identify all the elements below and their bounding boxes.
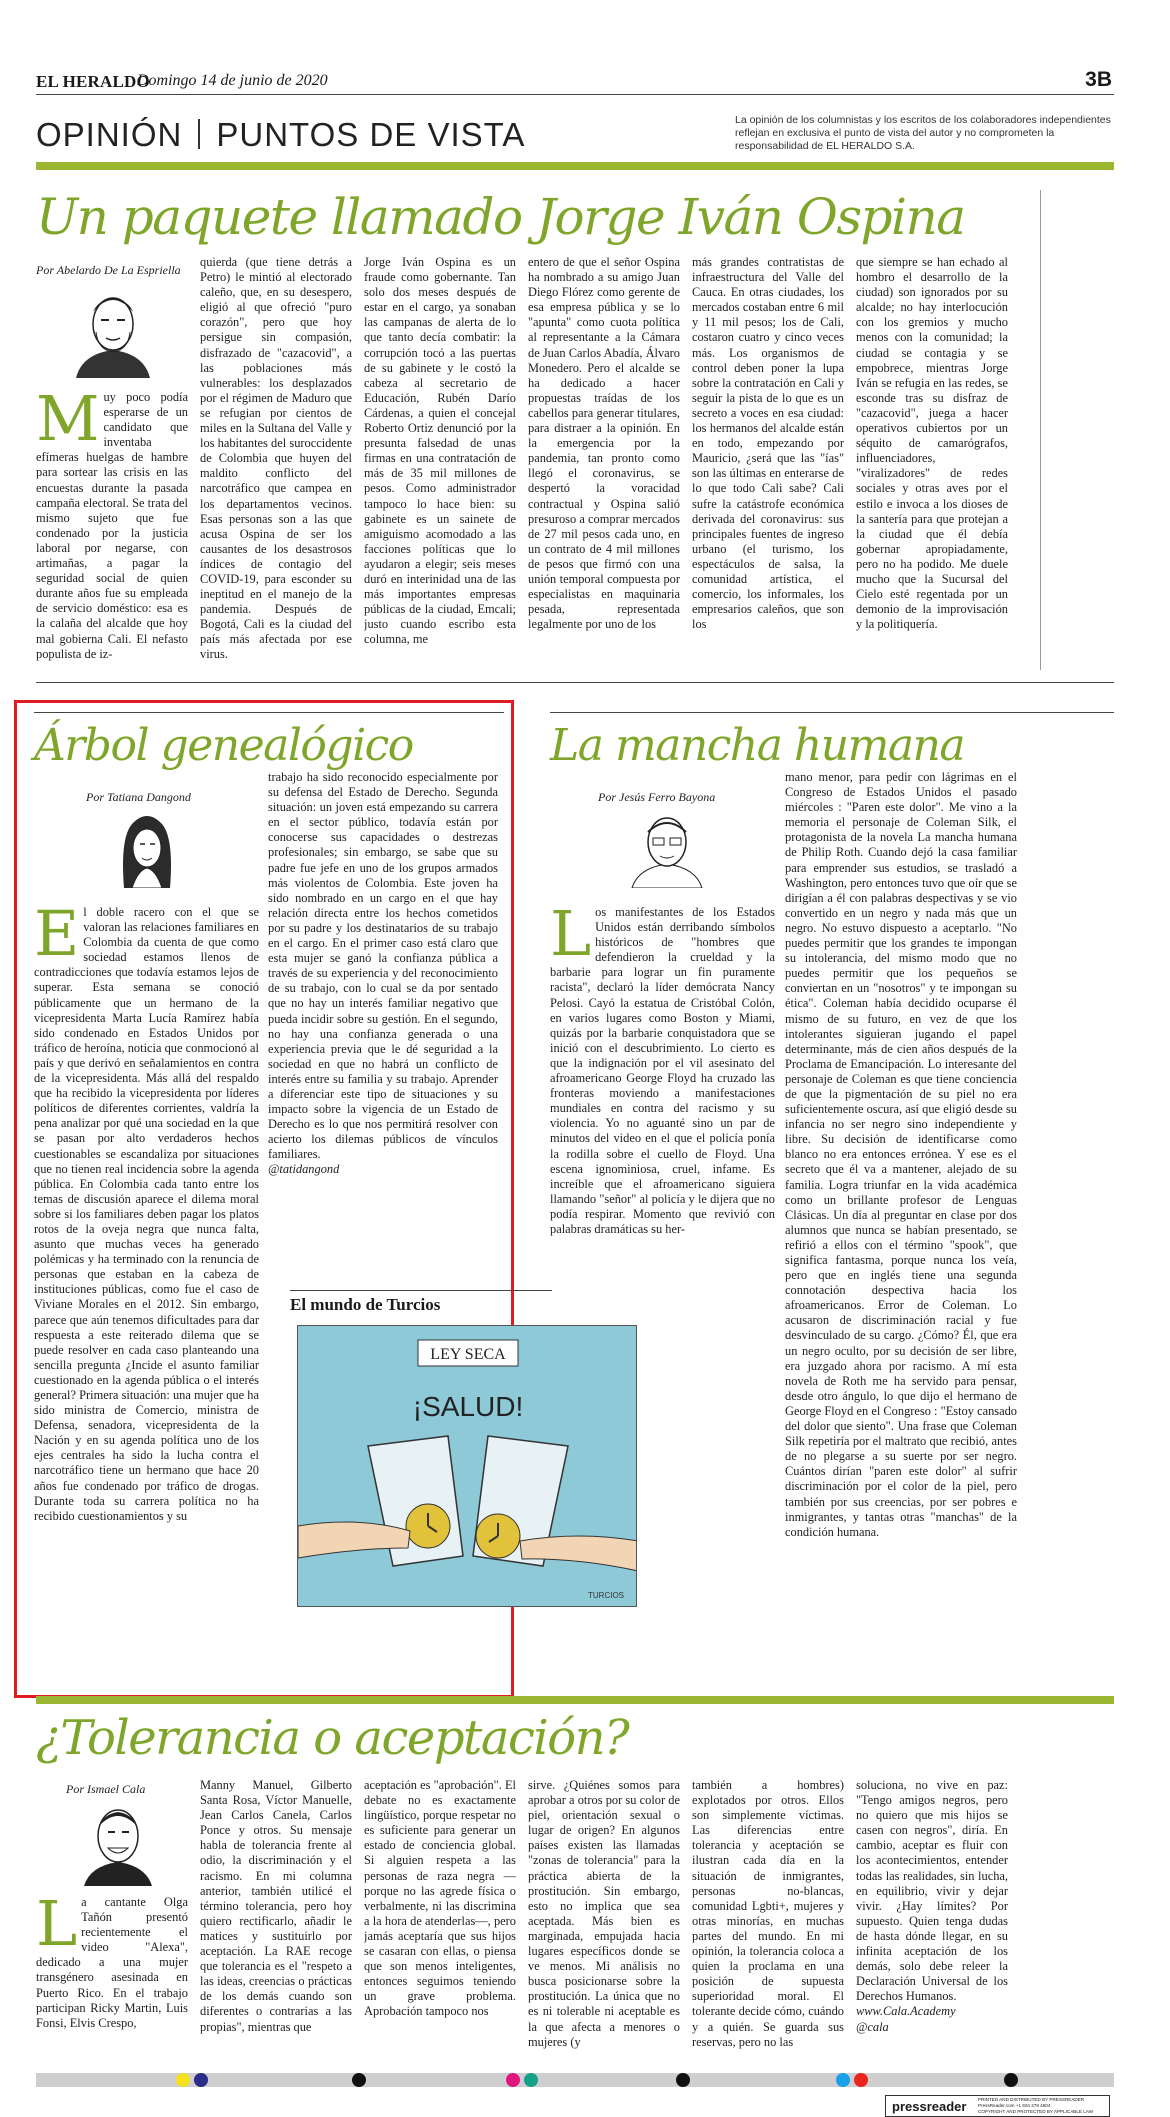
article1-column-4: entero de que el señor Ospina ha nombrado a su amigo Juan Diego Flórez como gerente de esa empresa pública y se lo "apunta" como cuota política al representante a la Cámara de Juan Carlos Abadía, Álvaro Monedero. Pero el alcalde se ha dedicado a hacer propuestas traídas de los cabellos para generar titulares, para distraer a la opinión. En la emergencia por la pandemia, tan pronto como llegó el coronavirus, se despertó la voracidad contractual y Ospina salió presuroso a comprar mercados de 27 mil pesos cada uno, en un contrato de 4 mil millones de pesos que firmó con una unión temporal compuesta por especialistas en maquinaria pesada, representada legalmente por uno de los — [528, 255, 680, 632]
page-number: 3B — [1085, 68, 1112, 91]
registration-dot — [194, 2073, 208, 2087]
article4-signature-handle: @cala — [856, 2019, 889, 2034]
article4-headline: ¿Tolerancia o aceptación? — [36, 1710, 629, 1766]
registration-dot — [676, 2073, 690, 2087]
pressreader-credit: PRINTED AND DISTRIBUTED BY PRESSREADER PressReader.com +1 604 278 4604 COPYRIGHT AND PROTECTED BY APPLICABLE LAW — [978, 2097, 1094, 2114]
header-rule — [36, 94, 1114, 95]
article3-byline: Por Jesús Ferro Bayona — [598, 790, 716, 804]
article4-column-5: también a hombres) explotados por otros. Ellos son simplemente víctimas. Las diferencias entre tolerancia y aceptación se ilustran cada día en la situación de inmigrantes, personas no-blancas, comunidad Lgbti+, mujeres y otras minorías, en muchas partes del mundo. En mi opinión, la tolerancia coloca a quien la proclama en una posición de supuesta superioridad moral. El tolerante decide cómo, cuándo y a quién. Se guarda sus reservas, pero no las — [692, 1778, 844, 2049]
article2-column-1: El doble racero con el que se valoran las relaciones familiares en Colombia da cuenta de que como sociedad estamos llenos de contradicciones que todavía estamos lejos de superar. Esta semana se conoció públicamente que un hermano de la vicepresidenta Marta Lucía Ramírez había sido condenado en Estados Unidos por tráfico de heroína, noticia que conmocionó al país y que derivó en señalamientos en contra de la vicepresidenta. Más allá del respaldo que ha recibido la vicepresidenta por líderes políticos de diferentes corrientes, valdría la pena analizar por qué una sociedad en la que se pasan por alto verdaderos hechos cuestionables se escandaliza por situaciones que no tienen real incidencia sobre la agenda pública. En Colombia cada tanto entre los temas de discusión aparece el dilema moral sobre si los familiares deben pagar los platos rotos de la oveja negra que nunca falta, asunto que muchas veces ha generado polémicas y ha terminado con la renuncia de personas que estaban en la cabeza de instituciones públicas, como fue el caso de Viviane Morales en el 2012. Sin embargo, parece que aún tenemos dificultades para dar respuesta a este reiterado dilema que se puede resolver en cada caso planteando una sencilla pregunta ¿Incide el asunto familiar cuestionado en la agenda pública o el interés general? Primera situación: una mujer que ha sido ministra de Comercio, ministra de Defensa, senadora, vicepresidenta de la Nación y en su agenda política uno de los ejes centrales ha sido la lucha contra el narcotráfico tiene un hermano que hace 20 años fue condenado por tráfico de drogas. Durante toda su carrera política no ha recibido cuestionamientos y su — [34, 905, 259, 1523]
section-title: OPINIÓN PUNTOS DE VISTA — [36, 116, 526, 153]
author-portrait — [78, 1800, 158, 1886]
article1-column-5: más grandes contratistas de infraestructura del Valle del Cauca. En otras ciudades, los mercados costaban entre 6 mil y 11 mil pesos; los de Cali, costaron cuatro y cinco veces más. Los organismos de control deben poner la lupa sobre la contratación en Cali y seguir la pista de lo que es un secreto a voces en esa ciudad: los hermanos del alcalde están en todo, empezando por Mauricio, ¿será que las "ías" son las últimas en enterarse de lo que todo Cali sabe? Cali sufre la catástrofe económica derivada del coronavirus: sus principales fuentes de ingreso urbano (el turismo, los espectáculos de salsa, la comunidad artística, el comercio, los informales, los empresarios caleños, que son los — [692, 255, 844, 632]
article3-rule — [550, 712, 1114, 713]
article1-column-6: que siempre se han echado al hombro el desarrollo de la ciudad) son ignorados por su alcalde; no hay interlocución con los gremios y mucho menos con la comunidad; la ciudad se contagia y se empobrece, mientras Jorge Iván se refugia en las redes, se esconde tras su disfraz de "cazacovid", juega a hacer operativos cubiertos por un séquito de camarógrafos, influenciadores, "viralizadores" de redes sociales y otras aves por el estilo e invoca a los dioses de la santería para que protejan a la ciudad que él debía gobernar apropiadamente, pero no ha podido. Me duele mucho que la Sucursal del Cielo esté regentada por un demonio de la improvisación y la politiquería. — [856, 255, 1008, 632]
author-portrait — [622, 808, 712, 888]
author-portrait — [112, 808, 182, 888]
registration-dot — [1004, 2073, 1018, 2087]
color-registration-bar — [36, 2073, 1114, 2087]
article2-signature: @tatidangond — [268, 1162, 340, 1177]
section-bar — [36, 1696, 1114, 1704]
article1-column-1: Muy poco podía esperarse de un candidato que inventaba efímeras huelgas de hambre para sortear las crisis en las encuestas durante la pasada campaña electoral. Se trata del mismo sujeto que fue condenado por la justicia laboral por negarse, con artimañas, a pagar la seguridad social de quien durante años fue su empleada de servicio doméstico: esa es la calaña del alcalde que hoy mal gobierna Cali. El nefasto populista de iz- — [36, 390, 188, 661]
cartoon-title: El mundo de Turcios — [290, 1295, 441, 1314]
cartoon-speech: ¡SALUD! — [412, 1391, 524, 1422]
article3-headline: La mancha humana — [550, 720, 965, 771]
disclaimer: La opinión de los columnistas y los escritos de los colaboradores independientes reflejan en exclusiva el punto de vista del autor y no comprometen la responsabilidad de EL HERALDO S.A. — [735, 114, 1111, 152]
section-bar — [36, 162, 1114, 170]
cartoon-image — [297, 1325, 637, 1607]
article2-rule — [34, 712, 504, 713]
article4-column-3: aceptación es "aprobación". El debate no es exactamente lingüístico, porque respetar no es suficiente para generar un estado de conciencia global. Si alguien respeta a las personas de raza negra —porque no las agrede física o verbalmente, ni las discrimina a la hora de atenderlas—, pero jamás aceptaría que sus hijos se casaran con ellas, o piensa que son menos inteligentes, entonces seguimos teniendo un grave problema. Aprobación tampoco nos — [364, 1778, 516, 2019]
issue-date: Domingo 14 de junio de 2020 — [137, 72, 328, 89]
registration-dot — [506, 2073, 520, 2087]
article1-column-2: quierda (que tiene detrás a Petro) le mintió al electorado caleño, que, en su desespero, eligió al que ofreció "puro corazón", pero que hoy persigue sin compasión, disfrazado de "cazacovid", a las poblaciones más vulnerables: los desplazados por el régimen de Maduro que se refugian por cientos de miles en la Sultana del Valle y los habitantes del suroccidente de Colombia que huyen del maldito conflicto del narcotráfico que campea en los departamentos vecinos. Esas personas son a las que acusa Ospina de ser los causantes de los desastrosos índices de contagio del COVID-19, para esconder su ineptitud en el manejo de la pandemia. Después de Bogotá, Cali es la ciudad del país más afectada por ese virus. — [200, 255, 352, 662]
article2-headline: Árbol genealógico — [34, 720, 413, 771]
registration-dot — [524, 2073, 538, 2087]
article4-column-1: La cantante Olga Tañón presentó recientemente el video "Alexa", dedicado a una mujer transgénero asesinada en Puerto Rico. En el trabajo participan Ricky Martin, Luis Fonsi, Elvis Crespo, — [36, 1895, 188, 2030]
article4-byline: Por Ismael Cala — [66, 1782, 146, 1796]
registration-dot — [352, 2073, 366, 2087]
article-divider — [36, 682, 1114, 683]
pressreader-badge[interactable] — [885, 2095, 1110, 2117]
margin-rule — [1040, 190, 1041, 670]
article1-column-3: Jorge Iván Ospina es un fraude como gobernante. Tan solo dos meses después de estar en el cargo, ya sonaban las campanas de alerta de lo que tanto decía combatir: la corrupción tocó a las puertas de su gabinete y le costó la cabeza al secretario de Educación, Rubén Darío Cárdenas, a quien el concejal Roberto Ortiz denunció por la presunta falsedad de unas firmas en una contratación de más de 35 mil millones de pesos. Como administrador tampoco lo hace bien: su gabinete es un sainete de amiguismo acomodado a las facciones políticas que lo ayudaron a elegir; seis meses duró en interinidad una de las más importantes empresas públicas de la ciudad, Emcali; justo cuando escribo esta columna, me — [364, 255, 516, 647]
article2-byline: Por Tatiana Dangond — [86, 790, 191, 804]
article3-column-2: mano menor, para pedir con lágrimas en el Congreso de Estados Unidos el pasado miércoles : "Paren este dolor". Me vino a la memoria el personaje de Coleman Silk, el protagonista de la novela La mancha humana de Philip Roth. Cuando dejó la casa familiar para emprender sus estudios, se trasladó a Washington, pero entonces tuvo que oír que se dirigían a él con palabras despectivas y se vio convertido en un negro y nada más que un negro. No estuvo dispuesto a aceptarlo. "No puedes permitir que los grandes te impongan su intolerancia, del mismo modo que no puedes permitir que los pequeños se conviertan en un "nosotros" y te impongan su ética". Coleman había decidido ocuparse él mismo de su futuro, en vez de que los intolerantes siguieran jugando el papel determinante, más de cien años después de la Proclama de Emancipación. Lo interesante del personaje de Coleman es que tiene conciencia de que la pigmentación de su piel no era suficientemente oscura, así que eligió desde su infancia no ser negro sino independiente y libre. Su decisión de identificarse como blanco no era entonces errónea. Y ese es el secreto que él va a mantener, alejado de su familia. Logra triunfar en la vida académica como un brillante profesor de Lenguas Clásicas. Un día al preguntar en clase por dos alumnos que nunca se habían presentado, se refirió a ellos con el término "spook", que significa fantasma, porque nunca los veía, pero que en inglés tiene una segunda connotación despectiva hacia los afroamericanos. Error de Coleman. Lo acusaron de discriminación racial y fue desvinculado de su cargo. ¿Cómo? Él, que era un negro oculto, por su decisión de ser libre, era juzgado ahora por racismo. A mí esta novela de Roth me ha servido para pensar, desde otro ángulo, lo que dijo el hermano de George Floyd en el Congreso : "Estoy cansado del dolor que siento". Una frase que Coleman Silk repetiría por el maltrato que recibió, antes de no plegarse a su suerte por ser negro. Cuántos dirían "paren este dolor" al sufrir discriminación por el color de la piel, pero también por sus creencias, por ser pobres e inmigrantes, y tantas otras "manchas" de la condición humana. — [785, 770, 1017, 1539]
article2-column-2: trabajo ha sido reconocido especialmente por su defensa del Estado de Derecho. Segunda situación: un joven está empezando su carrera en el sector público, todavía están por conocerse sus capacidades o destrezas profesionales; sin embargo, se sabe que su padre fue jefe en uno de los grupos armados más violentos de Colombia. Este joven ha sido nombrado en un cargo en el que hay relación directa entre los hechos cometidos por su padre y los destinatarios de su trabajo en el cargo. En el primer caso está claro que esta mujer se ganó la confianza pública a través de su experiencia y del reconocimiento de su trabajo, con lo cual se da por sentado que no hay un interés familiar negativo que pueda incidir sobre su gestión. En el segundo, no hay una confianza generada o una experiencia previa que le dé seguridad a la sociedad en que no habrá un conflicto de interés entre su familia y su trabajo. Aprender a diferenciar este tipo de situaciones y su impacto sobre la vigencia de un Estado de Derecho es lo que nos permitirá resolver con acierto los dilemas públicos de vínculos familiares. @tatidangond — [268, 770, 498, 1177]
author-portrait — [68, 282, 158, 378]
cartoon-label: LEY SECA — [430, 1346, 506, 1363]
article4-column-4: sirve. ¿Quiénes somos para aprobar a otros por su color de piel, orientación sexual o lugar de origen? En algunos países existen las llamadas "zonas de tolerancia" para la práctica abierta de la prostitución. Sin embargo, esto no implica que sea aceptada. Más bien es marginada, empujada hacia lugares específicos donde se ve menos. Mi análisis no busca posicionarse sobre la prostitución. La única que no es ni tolerable ni aceptable es la que afecta a menores o mujeres (y — [528, 1778, 680, 2049]
cartoon-artist: TURCIOS — [588, 1591, 624, 1600]
article1-byline: Por Abelardo De La Espriella — [36, 263, 181, 277]
registration-dot — [854, 2073, 868, 2087]
registration-dot — [176, 2073, 190, 2087]
article1-headline: Un paquete llamado Jorge Iván Ospina — [36, 188, 965, 246]
article4-column-2: Manny Manuel, Gilberto Santa Rosa, Víctor Manuelle, Jean Carlos Canela, Carlos Ponce y otros. Su mensaje habla de tolerancia frente al odio, la discriminación y el racismo. En mi columna anterior, también utilicé el término tolerancia, pero hoy quiero rectificarlo, añadir le matices y sustituirlo por aceptación. La RAE recoge que tolerancia es el "respeto a las ideas, creencias o prácticas de los demás cuando son diferentes o contrarias a las propias", mientras que — [200, 1778, 352, 2034]
article3-column-1: Los manifestantes de los Estados Unidos están derribando símbolos históricos de "hombres que defendieron la crueldad y la barbarie para lograr un fin puramente racista", declaró la líder demócrata Nancy Pelosi. Cayó la estatua de Cristóbal Colón, en varios lugares como Boston y Miami, quizás por la barbarie conquistadora que se inició con el descubrimiento. Lo cierto es que la indignación por el vil asesinato del afroamericano George Floyd ha cruzado las fronteras moviendo a manifestaciones mundiales en contra del racismo y su violencia. Yo no aguanté sino un par de minutos del video en el que el policía ponía la rodilla sobre el cuello de Floyd. Una escena ignominiosa, cruel, infame. Es increíble que el afroamericano siguiera llamando "señor" al policía y le dijera que no podía respirar. Momento que revivió con palabras dramáticas su her- — [550, 905, 775, 1236]
brand-name: EL HERALDO — [36, 72, 150, 91]
cartoon-rule — [290, 1290, 552, 1291]
article4-column-6: soluciona, no vive en paz: "Tengo amigos negros, pero no quiero que mis hijos se casen con negros", diría. En cambio, aceptar es fluir con los acontecimientos, entender todas las realidades, sin lucha, en equilibrio, vivir y dejar vivir. ¿Hay límites? Por supuesto. Quien tenga dudas de hasta dónde llegar, en su infinita aceptación de los demás, solo debe releer la Declaración Universal de los Derechos Humanos. www.Cala.Academy @cala — [856, 1778, 1008, 2034]
article4-signature-web: www.Cala.Academy — [856, 2004, 956, 2019]
pressreader-logo: pressreader — [892, 2099, 967, 2114]
registration-dot — [836, 2073, 850, 2087]
